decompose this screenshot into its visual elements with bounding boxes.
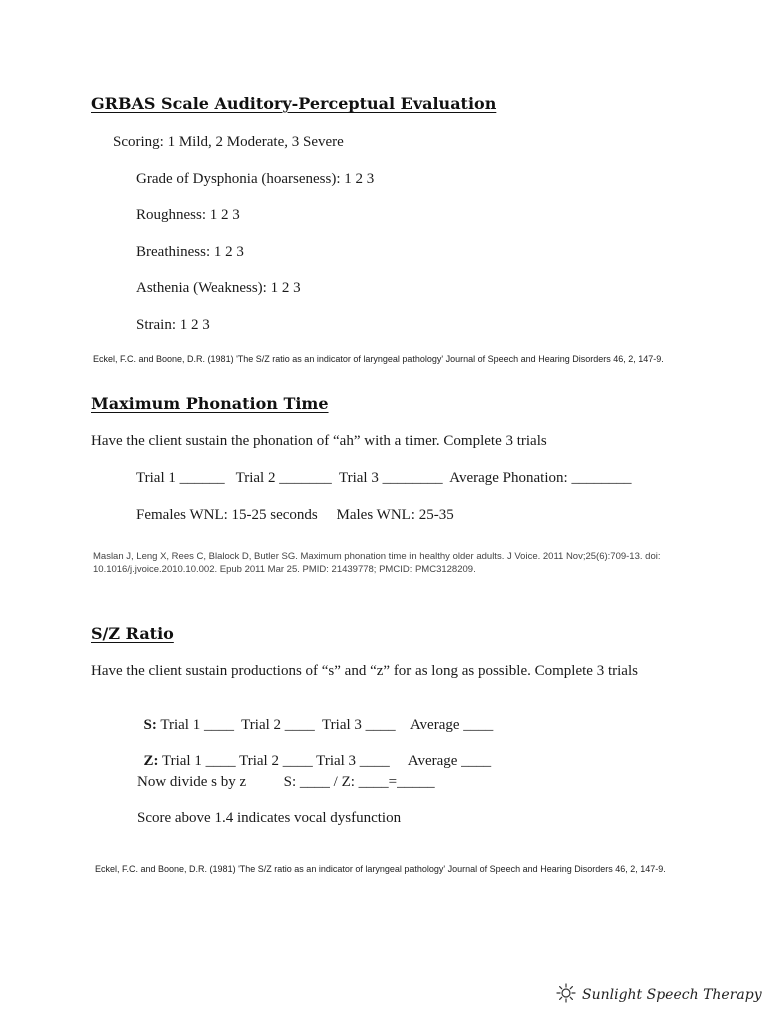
- sz-z-row: [136, 736, 491, 770]
- grbas-item-asthenia: Asthenia (Weakness): 1 2 3: [136, 280, 301, 296]
- z-trials: Trial 1 ____ Trial 2 ____ Trial 3 ____ Average ____: [158, 753, 492, 769]
- sz-divide: Now divide s by z S: ____ / Z: ____=_____: [137, 774, 435, 790]
- z-label: Z:: [143, 753, 159, 769]
- mpt-norms: Females WNL: 15-25 seconds Males WNL: 25-35: [136, 507, 454, 523]
- grbas-scoring: Scoring: 1 Mild, 2 Moderate, 3 Severe: [113, 134, 344, 150]
- sz-s-row: [136, 700, 493, 734]
- grbas-item-breathiness: Breathiness: 1 2 3: [136, 244, 244, 260]
- grbas-item-roughness: Roughness: 1 2 3: [136, 207, 240, 223]
- grbas-item-strain: Strain: 1 2 3: [136, 317, 210, 333]
- mpt-title: Maximum Phonation Time: [91, 394, 329, 413]
- brand-logo: [556, 983, 762, 1007]
- sz-score: Score above 1.4 indicates vocal dysfunction: [137, 810, 402, 826]
- sz-title: S/Z Ratio: [91, 624, 174, 643]
- s-trials: Trial 1 ____ Trial 2 ____ Trial 3 ____ Average ____: [156, 717, 494, 733]
- mpt-instruction: Have the client sustain the phonation of “ah” with a timer. Complete 3 trials: [91, 433, 547, 449]
- grbas-title: GRBAS Scale Auditory-Perceptual Evaluation: [91, 94, 497, 113]
- sz-reference: Eckel, F.C. and Boone, D.R. (1981) 'The S/Z ratio as an indicator of laryngeal pathology' Journal of Speech and Hearing Disorders 46, 2, 147-9.: [95, 864, 666, 874]
- grbas-item-grade: Grade of Dysphonia (hoarseness): 1 2 3: [136, 171, 375, 187]
- brand-name: Sunlight Speech Therapy: [582, 987, 762, 1003]
- mpt-trials: Trial 1 ______ Trial 2 _______ Trial 3 ________ Average Phonation: ________: [136, 470, 632, 486]
- s-label: S:: [143, 717, 157, 733]
- sz-instruction: Have the client sustain productions of “s” and “z” for as long as possible. Complete 3 trials: [91, 663, 638, 679]
- sun-icon: [556, 983, 576, 1007]
- grbas-reference: Eckel, F.C. and Boone, D.R. (1981) 'The S/Z ratio as an indicator of laryngeal pathology' Journal of Speech and Hearing Disorders 46, 2, 147-9.: [93, 354, 664, 364]
- mpt-reference: Maslan J, Leng X, Rees C, Blalock D, Butler SG. Maximum phonation time in healthy older adults. J Voice. 2011 Nov;25(6):709-13. doi: 10.1016/j.jvoice.2010.10.002. Epub 2011 Mar 25. PMID: 21439778; PMCID: PMC3128209.: [93, 551, 661, 575]
